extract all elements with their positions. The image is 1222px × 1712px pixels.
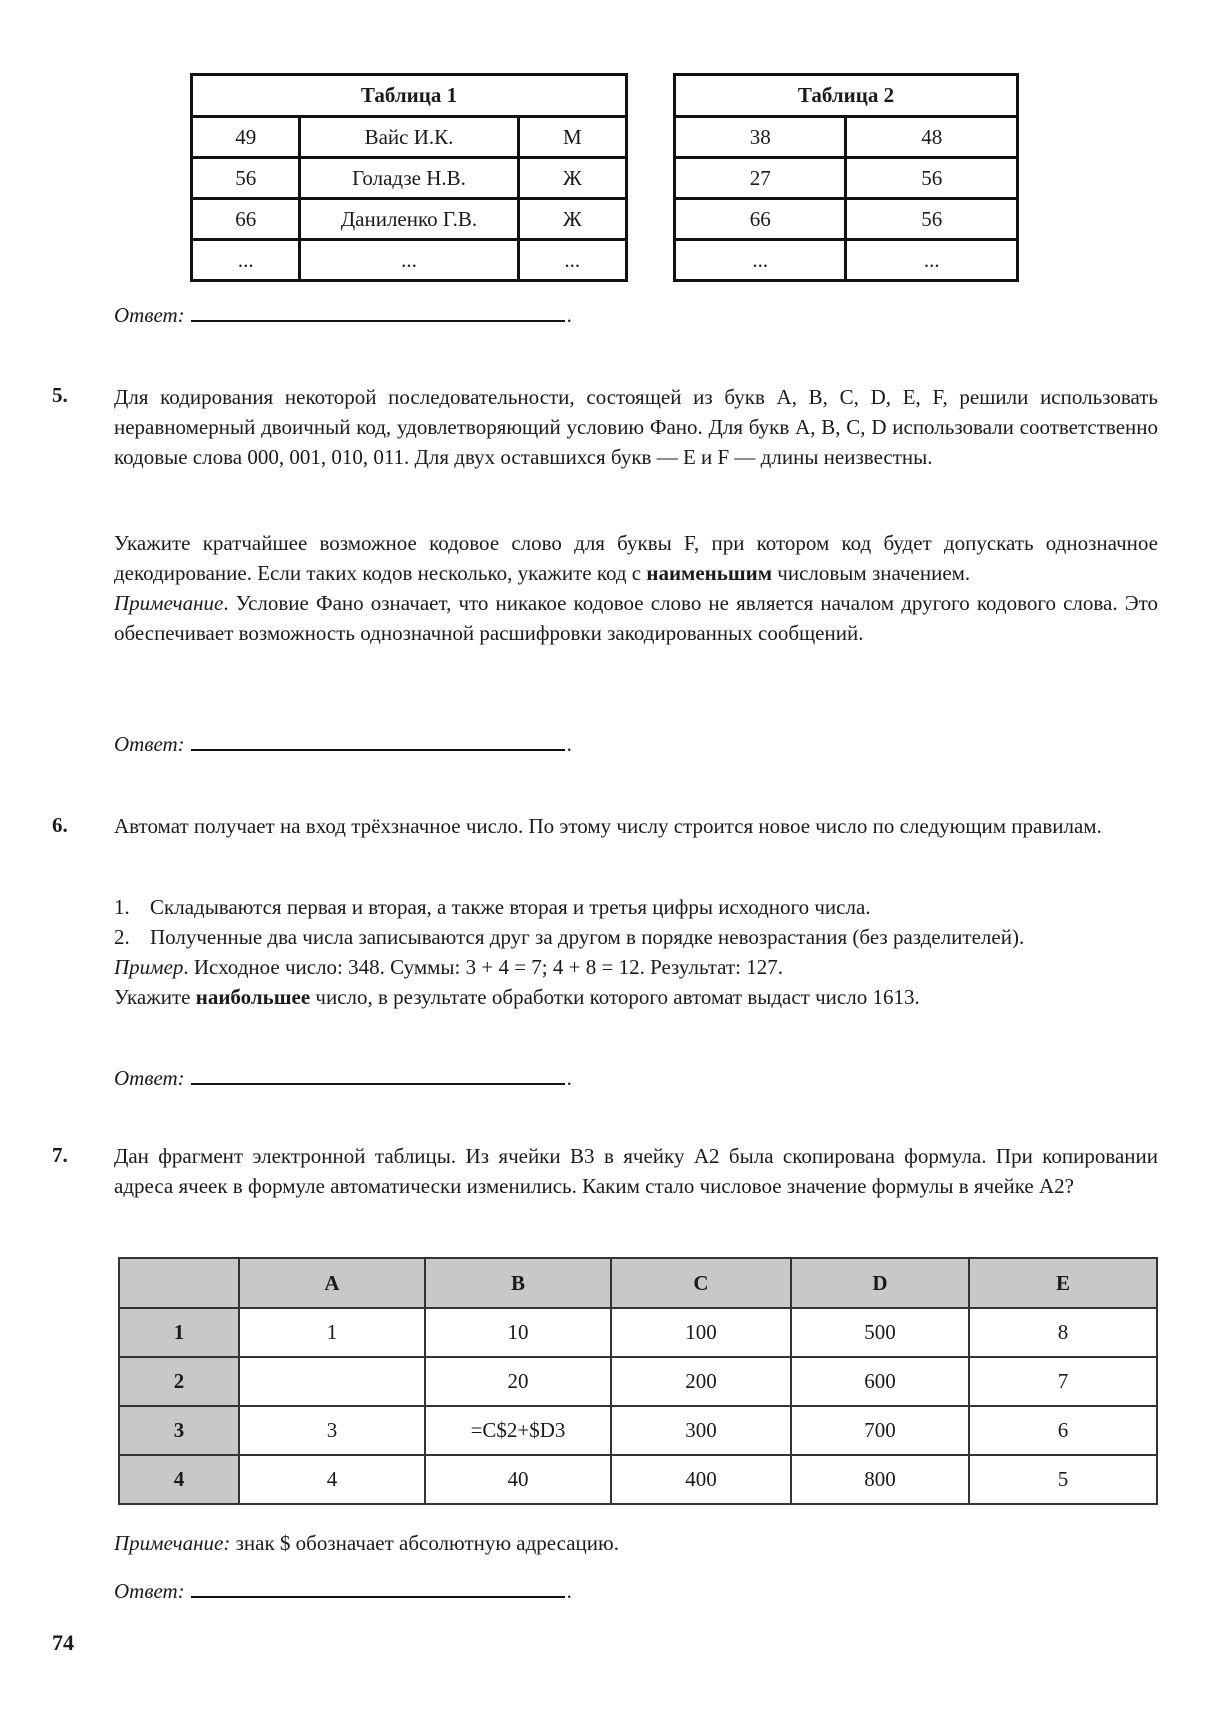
table-row: 1 1 10 100 500 8 bbox=[119, 1308, 1157, 1357]
answer-blank[interactable] bbox=[191, 729, 565, 751]
table-row: 66 Даниленко Г.В. Ж bbox=[192, 199, 627, 240]
table-row: 3 3 =C$2+$D3 300 700 6 bbox=[119, 1406, 1157, 1455]
answer-blank[interactable] bbox=[191, 1576, 565, 1598]
question-5-task: Укажите кратчайшее возможное кодовое слово для буквы F, при котором код будет допускать однозначное декодирование. Если таких кодов несколько, укажите код с наименьшим числовым значением. Примечание. Условие Фано означает, что никакое кодовое слово не является началом другого кодового слова. Это обеспечивает возможность однозначной расшифровки закодированных сообщений. bbox=[114, 531, 1158, 645]
list-item: 2. Полученные два числа записываются друг за другом в порядке невозрастания (без разделителей). bbox=[114, 925, 1025, 949]
table-row: 66 56 bbox=[675, 199, 1018, 240]
table-row: ... ... bbox=[675, 240, 1018, 281]
question-6-number: 6. bbox=[52, 813, 68, 837]
answer-field-q6: Ответ: . bbox=[114, 1063, 572, 1091]
column-header-row: A B C D E bbox=[119, 1258, 1157, 1308]
table-row: 49 Вайс И.К. М bbox=[192, 117, 627, 158]
note-label: Примечание bbox=[114, 591, 224, 615]
table-row: 2 20 200 600 7 bbox=[119, 1357, 1157, 1406]
answer-field-q7: Ответ: . bbox=[114, 1576, 572, 1604]
question-5-text: Для кодирования некоторой последовательности, состоящей из букв A, B, C, D, E, F, решили использовать неравномерный двоичный код, удовлетворяющий условию Фано. Для букв A, B, C, D использовали соответственно кодовые слова 000, 001, 010, 011. Для двух оставшихся букв — E и F — длины неизвестны. bbox=[114, 385, 1158, 469]
question-7-text: Дан фрагмент электронной таблицы. Из ячейки B3 в ячейку A2 была скопирована формула. При копировании адреса ячеек в формуле автоматически изменились. Каким стало числовое значение формулы в ячейке A2? bbox=[114, 1144, 1158, 1198]
table-2-title: Таблица 2 bbox=[675, 75, 1018, 117]
table-row: 38 48 bbox=[675, 117, 1018, 158]
table-1-title: Таблица 1 bbox=[192, 75, 627, 117]
table-row: 4 4 40 400 800 5 bbox=[119, 1455, 1157, 1504]
table-row: 27 56 bbox=[675, 158, 1018, 199]
answer-blank[interactable] bbox=[191, 300, 565, 322]
question-5-number: 5. bbox=[52, 383, 68, 407]
answer-field-q4: Ответ: . bbox=[114, 300, 572, 328]
page-number: 74 bbox=[52, 1630, 74, 1655]
table-2 bbox=[673, 73, 1019, 282]
table-1 bbox=[190, 73, 628, 282]
example: Пример. Исходное число: 348. Суммы: 3 + 4 = 7; 4 + 8 = 12. Результат: 127. bbox=[114, 955, 783, 979]
question-6-rules bbox=[114, 892, 1158, 1012]
answer-blank[interactable] bbox=[191, 1063, 565, 1085]
spreadsheet-fragment bbox=[118, 1257, 1158, 1505]
answer-field-q5: Ответ: . bbox=[114, 729, 572, 757]
question-7-note: Примечание: знак $ обозначает абсолютную адресацию. bbox=[114, 1531, 619, 1555]
list-item: 1. Складываются первая и вторая, а также вторая и третья цифры исходного числа. bbox=[114, 895, 871, 919]
table-row: ... ... ... bbox=[192, 240, 627, 281]
question-7-number: 7. bbox=[52, 1143, 68, 1167]
task: Укажите наибольшее число, в результате обработки которого автомат выдаст число 1613. bbox=[114, 985, 920, 1009]
question-6-text: Автомат получает на вход трёхзначное число. По этому числу строится новое число по следующим правилам. bbox=[114, 814, 1102, 838]
table-row: 56 Голадзе Н.В. Ж bbox=[192, 158, 627, 199]
